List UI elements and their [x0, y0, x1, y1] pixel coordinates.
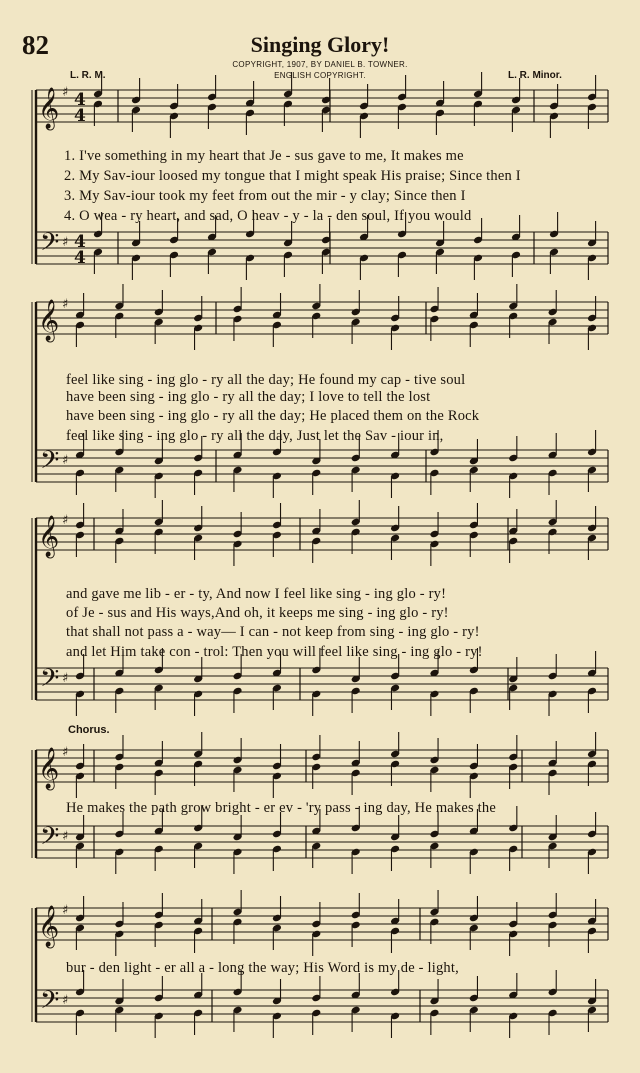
- verse-4-line-3: and let Him take con - trol: Then you will feel like sing - ing glo - ry!: [66, 644, 483, 660]
- time-signature: 4: [74, 90, 86, 110]
- bass-clef: 𝄢: [40, 986, 60, 1021]
- chorus-line-1: He makes the path grow bright - er ev - 'ry pass - ing day, He makes the: [66, 800, 497, 816]
- words-credit: L. R. M.: [70, 70, 106, 81]
- key-sharp: ♯: [62, 745, 69, 760]
- key-sharp: ♯: [62, 235, 69, 250]
- treble-clef: 𝄞: [38, 748, 60, 789]
- bass-clef: 𝄢: [40, 228, 60, 263]
- verse-3-line-3: that shall not pass a - way— I can - not keep from sing - ing glo - ry!: [66, 624, 480, 640]
- verse-3-line-1: 3. My Sav-iour took my feet from out the mir - y clay; Since then I: [64, 188, 466, 204]
- key-sharp: ♯: [62, 993, 69, 1008]
- key-sharp: ♯: [62, 297, 69, 312]
- verse-4-line-2: feel like sing - ing glo - ry all the day, Just let the Sav - iour in,: [66, 428, 444, 444]
- treble-clef: 𝄞: [38, 300, 60, 341]
- key-sharp: ♯: [62, 829, 69, 844]
- english-copyright-line: ENGLISH COPYRIGHT.: [274, 71, 366, 80]
- key-sharp: ♯: [62, 85, 69, 100]
- verse-1-line-1: 1. I've something in my heart that Je - sus gave to me, It makes me: [64, 148, 464, 164]
- verse-3-line-2: have been sing - ing glo - ry all the day; He placed them on the Rock: [66, 408, 480, 424]
- verse-1-line-3: and gave me lib - er - ty, And now I feel like sing - ing glo - ry!: [66, 586, 447, 602]
- time-signature: 4: [74, 248, 86, 268]
- treble-clef: 𝄞: [38, 88, 60, 129]
- key-sharp: ♯: [62, 671, 69, 686]
- bass-clef: 𝄢: [40, 822, 60, 857]
- verse-2-line-3: of Je - sus and His ways,And oh, it keeps me sing - ing glo - ry!: [66, 605, 449, 621]
- hymn-title: Singing Glory!: [250, 32, 390, 57]
- chorus-line-2: bur - den light - er all a - long the way; His Word is my de - light,: [66, 960, 459, 976]
- bass-clef: 𝄢: [40, 664, 60, 699]
- bass-clef: 𝄢: [40, 446, 60, 481]
- music-credit: L. R. Minor.: [508, 70, 562, 81]
- time-signature: 4: [74, 106, 86, 126]
- hymn-number: 82: [22, 30, 49, 60]
- verse-2-line-1: 2. My Sav-iour loosed my tongue that I might speak His praise; Since then I: [64, 168, 521, 184]
- key-sharp: ♯: [62, 513, 69, 528]
- verse-4-line-1: 4. O wea - ry heart, and sad, O heav - y - la - den soul, If you would: [64, 208, 472, 224]
- key-sharp: ♯: [62, 453, 69, 468]
- treble-clef: 𝄞: [38, 516, 60, 557]
- verse-2-line-2: have been sing - ing glo - ry all the day; I love to tell the lost: [66, 389, 431, 405]
- treble-clef: 𝄞: [38, 906, 60, 947]
- time-signature: 4: [74, 232, 86, 252]
- chorus-label: Chorus.: [68, 724, 110, 736]
- copyright-line: COPYRIGHT, 1907, BY DANIEL B. TOWNER.: [232, 60, 408, 69]
- verse-1-line-2: feel like sing - ing glo - ry all the day; He found my cap - tive soul: [66, 372, 466, 388]
- key-sharp: ♯: [62, 903, 69, 918]
